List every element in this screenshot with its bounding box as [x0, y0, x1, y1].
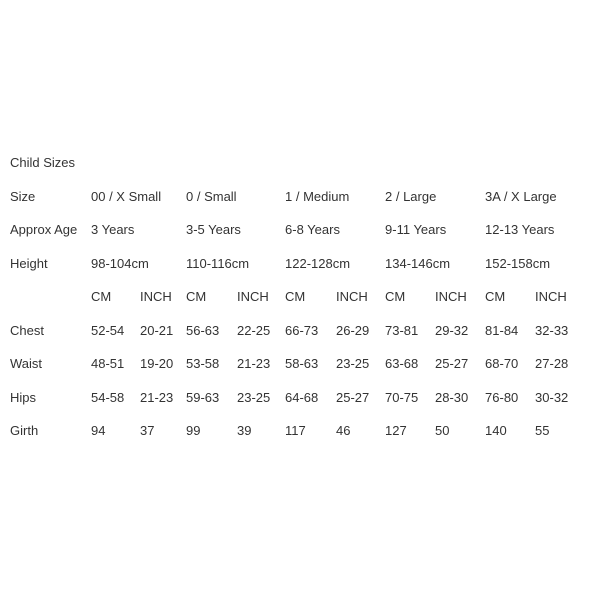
row-label-hips: Hips [10, 389, 37, 405]
approx-age-value: 6-8 Years [285, 222, 340, 238]
girth-cm-value: 99 [186, 423, 201, 439]
unit-header-cm: CM [91, 289, 112, 305]
size-value: 1 / Medium [285, 188, 350, 204]
chest-inch-value: 26-29 [336, 322, 370, 338]
waist-inch-value: 21-23 [237, 356, 271, 372]
girth-cm-value: 140 [485, 423, 507, 439]
hips-inch-value: 21-23 [140, 389, 174, 405]
waist-cm-value: 48-51 [91, 356, 125, 372]
height-value: 98-104cm [91, 255, 149, 271]
girth-cm-value: 94 [91, 423, 106, 439]
row-label-girth: Girth [10, 423, 39, 439]
table-row-approx-age [10, 213, 592, 247]
waist-cm-value: 58-63 [285, 356, 319, 372]
height-value: 110-116cm [186, 255, 250, 271]
table-row-hips [10, 381, 592, 415]
waist-inch-value: 23-25 [336, 356, 370, 372]
table-row-chest [10, 314, 592, 348]
hips-cm-value: 54-58 [91, 389, 125, 405]
approx-age-value: 9-11 Years [385, 222, 447, 238]
waist-inch-value: 27-28 [535, 356, 569, 372]
girth-inch-value: 50 [435, 423, 450, 439]
chest-inch-value: 22-25 [237, 322, 271, 338]
approx-age-value: 12-13 Years [485, 222, 555, 238]
unit-header-inch: INCH [535, 289, 567, 305]
row-label-chest: Chest [10, 322, 44, 338]
size-value: 00 / X Small [91, 188, 162, 204]
unit-header-cm: CM [186, 289, 207, 305]
table-row-size [10, 180, 592, 214]
height-value: 122-128cm [285, 255, 351, 271]
girth-cm-value: 127 [385, 423, 407, 439]
unit-header-cm: CM [485, 289, 506, 305]
chest-inch-value: 32-33 [535, 322, 569, 338]
row-label-height: Height [10, 255, 48, 271]
hips-cm-value: 70-75 [385, 389, 419, 405]
section-title: Child Sizes [10, 155, 76, 171]
size-value: 0 / Small [186, 188, 237, 204]
size-value: 3A / X Large [485, 188, 557, 204]
girth-inch-value: 55 [535, 423, 550, 439]
size-value: 2 / Large [385, 188, 437, 204]
chest-cm-value: 66-73 [285, 322, 319, 338]
height-value: 152-158cm [485, 255, 551, 271]
unit-header-inch: INCH [140, 289, 172, 305]
child-sizes-section [10, 146, 592, 448]
chest-inch-value: 20-21 [140, 322, 174, 338]
hips-cm-value: 64-68 [285, 389, 319, 405]
unit-header-cm: CM [385, 289, 406, 305]
approx-age-value: 3-5 Years [186, 222, 241, 238]
chest-cm-value: 56-63 [186, 322, 220, 338]
row-label-approx-age: Approx Age [10, 222, 78, 238]
girth-inch-value: 39 [237, 423, 252, 439]
table-row-height [10, 247, 592, 281]
hips-cm-value: 76-80 [485, 389, 519, 405]
row-label-waist: Waist [10, 356, 43, 372]
row-label-size: Size [10, 188, 36, 204]
chest-cm-value: 81-84 [485, 322, 519, 338]
chest-cm-value: 73-81 [385, 322, 419, 338]
unit-header-inch: INCH [237, 289, 269, 305]
approx-age-value: 3 Years [91, 222, 135, 238]
girth-inch-value: 37 [140, 423, 155, 439]
girth-inch-value: 46 [336, 423, 351, 439]
unit-header-cm: CM [285, 289, 306, 305]
unit-header-inch: INCH [435, 289, 467, 305]
waist-inch-value: 25-27 [435, 356, 469, 372]
hips-inch-value: 28-30 [435, 389, 469, 405]
waist-cm-value: 63-68 [385, 356, 419, 372]
girth-cm-value: 117 [285, 423, 306, 439]
hips-inch-value: 30-32 [535, 389, 569, 405]
table-row-units [10, 280, 592, 314]
table-row-waist [10, 347, 592, 381]
waist-inch-value: 19-20 [140, 356, 174, 372]
table-row-girth [10, 414, 592, 448]
row-label-empty [10, 280, 91, 314]
child-sizes-table [10, 180, 592, 448]
hips-inch-value: 23-25 [237, 389, 271, 405]
unit-header-inch: INCH [336, 289, 368, 305]
hips-inch-value: 25-27 [336, 389, 370, 405]
chest-cm-value: 52-54 [91, 322, 125, 338]
waist-cm-value: 68-70 [485, 356, 519, 372]
waist-cm-value: 53-58 [186, 356, 220, 372]
hips-cm-value: 59-63 [186, 389, 220, 405]
height-value: 134-146cm [385, 255, 451, 271]
chest-inch-value: 29-32 [435, 322, 469, 338]
